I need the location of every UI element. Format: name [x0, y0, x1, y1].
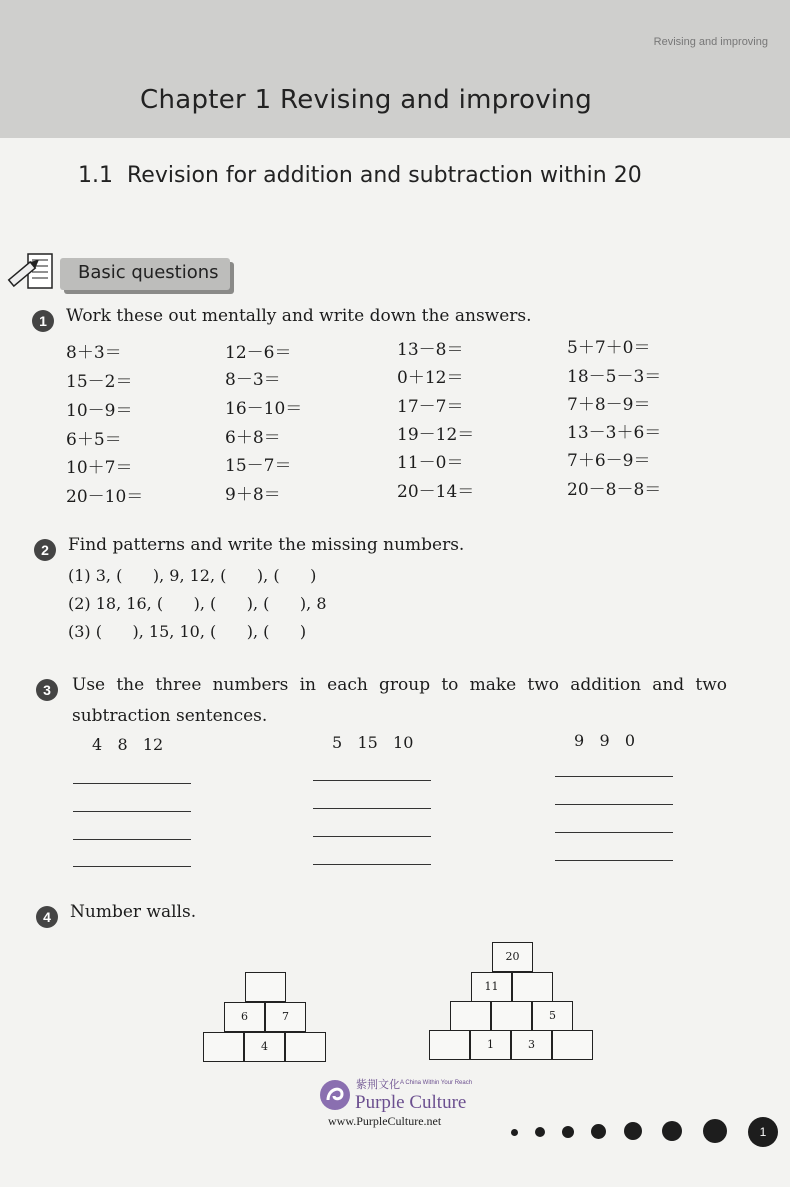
decor-dot	[535, 1127, 545, 1137]
answer-line	[313, 780, 431, 781]
answer-line	[313, 864, 431, 865]
answer-line	[73, 811, 191, 812]
q3-group-1: 4 8 12	[92, 735, 164, 754]
wall-brick: 11	[471, 972, 512, 1002]
wall-brick	[203, 1032, 244, 1062]
question-4-number: 4	[36, 906, 58, 928]
q2-pattern-2: (2) 18, 16, ( ), ( ), ( ), 8	[68, 594, 327, 613]
q1-item: 10－9＝	[66, 401, 133, 421]
q2-pattern-3: (3) ( ), 15, 10, ( ), ( )	[68, 622, 307, 641]
logo-tagline: A China Within Your Reach	[400, 1080, 473, 1086]
q1-item: 15－2＝	[66, 372, 133, 392]
page-number: 1	[748, 1117, 778, 1147]
q3-group-2: 5 15 10	[332, 733, 414, 752]
q1-item: 12－6＝	[225, 343, 292, 363]
basic-questions-label: Basic questions	[78, 262, 219, 283]
wall-brick	[491, 1001, 532, 1031]
answer-line	[73, 783, 191, 784]
question-1-text: Work these out mentally and write down the answers.	[66, 306, 532, 326]
question-4-text: Number walls.	[70, 902, 197, 922]
purple-culture-logo-icon	[318, 1078, 352, 1112]
q1-item: 11－0＝	[397, 453, 464, 473]
q1-item: 6＋5＝	[66, 430, 122, 450]
q1-item: 5＋7＋0＝	[567, 338, 651, 358]
wall-brick	[512, 972, 553, 1002]
q1-item: 15－7＝	[225, 456, 292, 476]
q1-item: 9＋8＝	[225, 485, 281, 505]
decor-dot	[703, 1119, 727, 1143]
answer-line	[313, 808, 431, 809]
q1-item: 7＋8－9＝	[567, 395, 651, 415]
section-number: 1.1	[78, 163, 113, 188]
q1-item: 13－8＝	[397, 340, 464, 360]
answer-line	[555, 832, 673, 833]
running-head: Revising and improving	[653, 36, 768, 48]
wall-brick	[245, 972, 286, 1002]
wall-brick: 5	[532, 1001, 573, 1031]
q1-item: 20－10＝	[66, 487, 144, 507]
wall-brick: 3	[511, 1030, 552, 1060]
question-2-text: Find patterns and write the missing numbers.	[68, 535, 465, 555]
wall-brick	[552, 1030, 593, 1060]
logo-name: Purple Culture	[355, 1092, 467, 1113]
wall-brick: 6	[224, 1002, 265, 1032]
decor-dot	[624, 1122, 642, 1140]
decor-dot	[562, 1126, 574, 1138]
wall-brick	[285, 1032, 326, 1062]
question-1-number: 1	[32, 310, 54, 332]
q1-item: 16－10＝	[225, 399, 303, 419]
q1-item: 17－7＝	[397, 397, 464, 417]
question-2-number: 2	[34, 539, 56, 561]
q1-item: 19－12＝	[397, 425, 475, 445]
wall-brick	[450, 1001, 491, 1031]
question-3-number: 3	[36, 679, 58, 701]
logo-url[interactable]: www.PurpleCulture.net	[328, 1114, 442, 1128]
answer-line	[73, 866, 191, 867]
chapter-header-band	[0, 0, 790, 138]
chapter-title: Chapter 1 Revising and improving	[140, 85, 592, 115]
answer-line	[555, 776, 673, 777]
answer-line	[555, 860, 673, 861]
q1-item: 20－8－8＝	[567, 480, 662, 500]
answer-line	[73, 839, 191, 840]
q1-item: 7＋6－9＝	[567, 451, 651, 471]
wall-brick	[429, 1030, 470, 1060]
q1-item: 20－14＝	[397, 482, 475, 502]
q1-item: 6＋8＝	[225, 428, 281, 448]
q1-item: 13－3＋6＝	[567, 423, 662, 443]
decor-dot	[511, 1129, 518, 1136]
question-3-text: Use the three numbers in each group to make two addition and two subtraction sentences.	[72, 675, 727, 726]
q1-item: 8＋3＝	[66, 343, 122, 363]
q1-item: 0＋12＝	[397, 368, 464, 388]
q1-item: 10＋7＝	[66, 458, 133, 478]
q1-item: 8－3＝	[225, 370, 281, 390]
logo-chinese-text: 紫荆文化	[356, 1078, 400, 1091]
wall-brick: 1	[470, 1030, 511, 1060]
q1-item: 18－5－3＝	[567, 367, 662, 387]
decor-dot	[662, 1121, 682, 1141]
q2-pattern-1: (1) 3, ( ), 9, 12, ( ), ( )	[68, 566, 317, 585]
section-title	[78, 163, 642, 188]
answer-line	[555, 804, 673, 805]
wall-brick: 20	[492, 942, 533, 972]
wall-brick: 4	[244, 1032, 285, 1062]
q3-group-3: 9 9 0	[574, 731, 636, 750]
wall-brick: 7	[265, 1002, 306, 1032]
answer-line	[313, 836, 431, 837]
decor-dot	[591, 1124, 606, 1139]
section-title-text: Revision for addition and subtraction within 20	[127, 163, 642, 188]
pencil-ruler-icon	[6, 250, 56, 294]
